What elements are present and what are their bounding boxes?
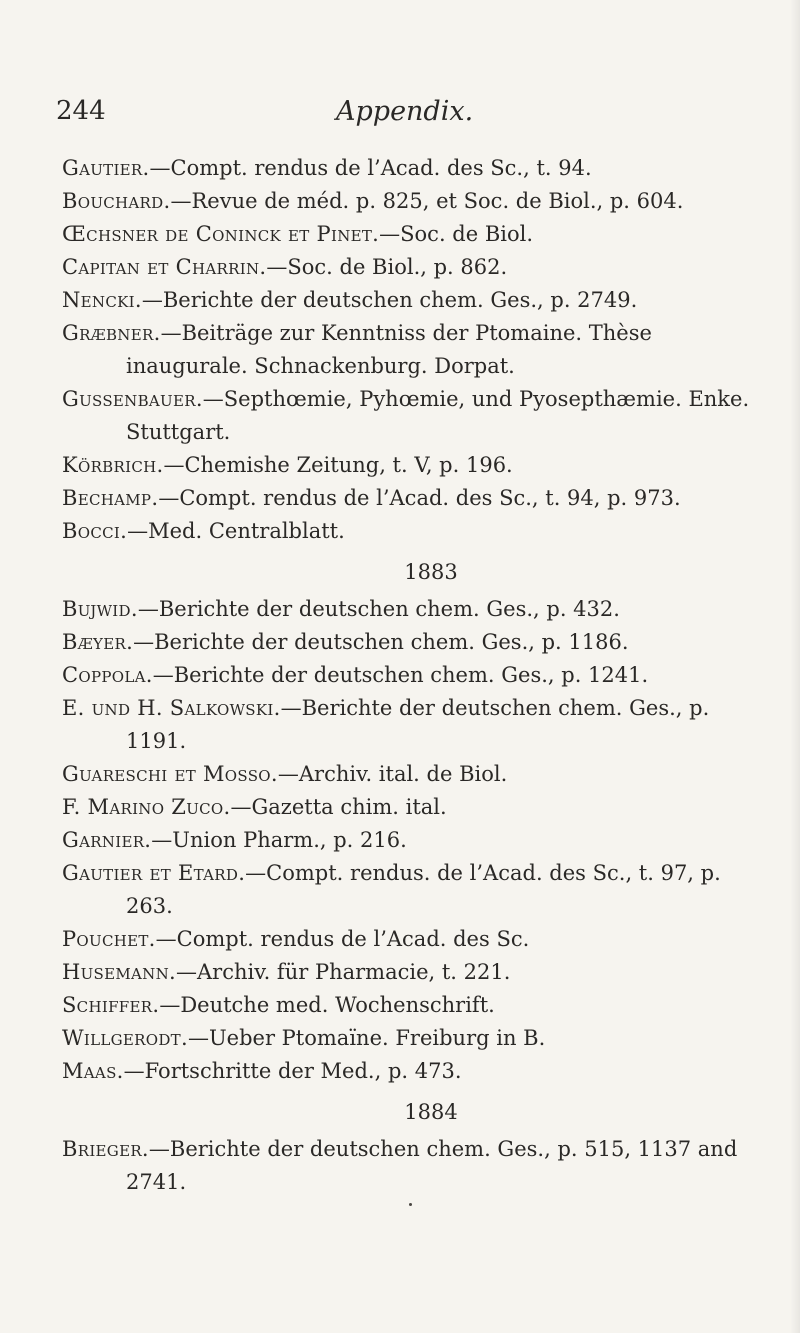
entry-author: Guareschi et Mosso. bbox=[62, 762, 278, 786]
page-header bbox=[0, 96, 800, 136]
entry-author: Nencki. bbox=[62, 288, 142, 312]
bibliography-entry bbox=[62, 659, 752, 692]
entry-author: Gautier. bbox=[62, 156, 150, 180]
entry-citation: —Beiträge zur Kenntniss der Ptomaine. Thèse inaugurale. Schnackenburg. Dorpat. bbox=[126, 321, 652, 378]
entry-author: Coppola. bbox=[62, 663, 153, 687]
entry-author: F. Marino Zuco. bbox=[62, 795, 231, 819]
entry-citation: —Chemishe Zeitung, t. V, p. 196. bbox=[163, 453, 513, 477]
entry-author: Garnier. bbox=[62, 828, 152, 852]
bibliography-entry bbox=[62, 857, 752, 923]
bibliography-entry bbox=[62, 317, 752, 383]
bibliography-entry bbox=[62, 449, 752, 482]
entry-author: Œchsner de Coninck et Pinet. bbox=[62, 222, 380, 246]
bibliography-entry bbox=[62, 593, 752, 626]
bibliography bbox=[62, 152, 752, 1199]
bibliography-entry bbox=[62, 692, 752, 758]
bibliography-entry bbox=[62, 284, 752, 317]
entry-citation: —Med. Centralblatt. bbox=[127, 519, 345, 543]
entry-citation: —Deutche med. Wochenschrift. bbox=[159, 993, 495, 1017]
entry-citation: —Berichte der deutschen chem. Ges., p. 432. bbox=[137, 597, 620, 621]
entry-citation: —Archiv. für Pharmacie, t. 221. bbox=[176, 960, 511, 984]
entry-author: Bujwid. bbox=[62, 597, 138, 621]
entry-author: Græbner. bbox=[62, 321, 161, 345]
bibliography-entry bbox=[62, 1133, 752, 1199]
page-edge-shadow bbox=[790, 0, 800, 1333]
entry-author: Gautier et Etard. bbox=[62, 861, 246, 885]
entry-author: Schiffer. bbox=[62, 993, 160, 1017]
entry-citation: —Berichte der deutschen chem. Ges., p. 1186. bbox=[133, 630, 629, 654]
bibliography-entry bbox=[62, 1022, 752, 1055]
entry-citation: —Gazetta chim. ital. bbox=[230, 795, 447, 819]
entry-citation: —Archiv. ital. de Biol. bbox=[277, 762, 508, 786]
entry-author: Husemann. bbox=[62, 960, 176, 984]
bibliography-entry bbox=[62, 758, 752, 791]
running-title: Appendix. bbox=[336, 96, 474, 127]
year-heading: 1884 bbox=[404, 1100, 458, 1124]
bibliography-entry bbox=[62, 626, 752, 659]
entry-citation: —Berichte der deutschen chem. Ges., p. 1191. bbox=[126, 696, 710, 753]
bibliography-entry bbox=[62, 989, 752, 1022]
bibliography-entry bbox=[62, 824, 752, 857]
entry-author: Willgerodt. bbox=[62, 1026, 188, 1050]
entry-author: Capitan et Charrin. bbox=[62, 255, 267, 279]
year-heading: 1883 bbox=[404, 560, 458, 584]
entry-citation: —Soc. de Biol., p. 862. bbox=[266, 255, 508, 279]
bibliography-entry bbox=[62, 218, 752, 251]
entry-author: Bouchard. bbox=[62, 189, 171, 213]
entry-citation: —Septhœmie, Pyhœmie, und Pyosepthæmie. Enke. Stuttgart. bbox=[126, 387, 750, 444]
bibliography-entry bbox=[62, 956, 752, 989]
entry-citation: —Compt. rendus de l’Acad. des Sc., t. 94. bbox=[149, 156, 592, 180]
entry-citation: —Berichte der deutschen chem. Ges., p. 515, 1137 and 2741. bbox=[126, 1137, 738, 1194]
paper-speck bbox=[409, 1203, 412, 1206]
entry-citation: —Compt. rendus de l’Acad. des Sc. bbox=[155, 927, 530, 951]
entry-author: Bechamp. bbox=[62, 486, 159, 510]
entry-citation: —Berichte der deutschen chem. Ges., p. 2749. bbox=[141, 288, 638, 312]
entry-citation: —Fortschritte der Med., p. 473. bbox=[123, 1059, 462, 1083]
entry-citation: —Union Pharm., p. 216. bbox=[151, 828, 407, 852]
entry-citation: —Compt. rendus de l’Acad. des Sc., t. 94, p. 973. bbox=[158, 486, 681, 510]
entry-citation: —Berichte der deutschen chem. Ges., p. 1241. bbox=[152, 663, 649, 687]
entry-author: Bæyer. bbox=[62, 630, 134, 654]
entry-citation: —Revue de méd. p. 825, et Soc. de Biol., p. 604. bbox=[170, 189, 684, 213]
entry-author: Körbrich. bbox=[62, 453, 164, 477]
entry-citation: —Compt. rendus. de l’Acad. des Sc., t. 97, p. 263. bbox=[126, 861, 721, 918]
entry-author: Maas. bbox=[62, 1059, 124, 1083]
bibliography-entry bbox=[62, 383, 752, 449]
entry-author: E. und H. Salkowski. bbox=[62, 696, 281, 720]
bibliography-entry bbox=[62, 185, 752, 218]
entry-author: Brieger. bbox=[62, 1137, 149, 1161]
bibliography-entry bbox=[62, 1055, 752, 1088]
bibliography-entry bbox=[62, 152, 752, 185]
bibliography-entry bbox=[62, 923, 752, 956]
entry-author: Gussenbauer. bbox=[62, 387, 203, 411]
entry-citation: —Ueber Ptomaïne. Freiburg in B. bbox=[187, 1026, 546, 1050]
entry-citation: —Soc. de Biol. bbox=[379, 222, 534, 246]
bibliography-entry bbox=[62, 515, 752, 548]
bibliography-entry bbox=[62, 791, 752, 824]
entry-author: Bocci. bbox=[62, 519, 128, 543]
page-number: 244 bbox=[56, 96, 106, 126]
bibliography-entry bbox=[62, 251, 752, 284]
entry-author: Pouchet. bbox=[62, 927, 156, 951]
bibliography-entry bbox=[62, 482, 752, 515]
